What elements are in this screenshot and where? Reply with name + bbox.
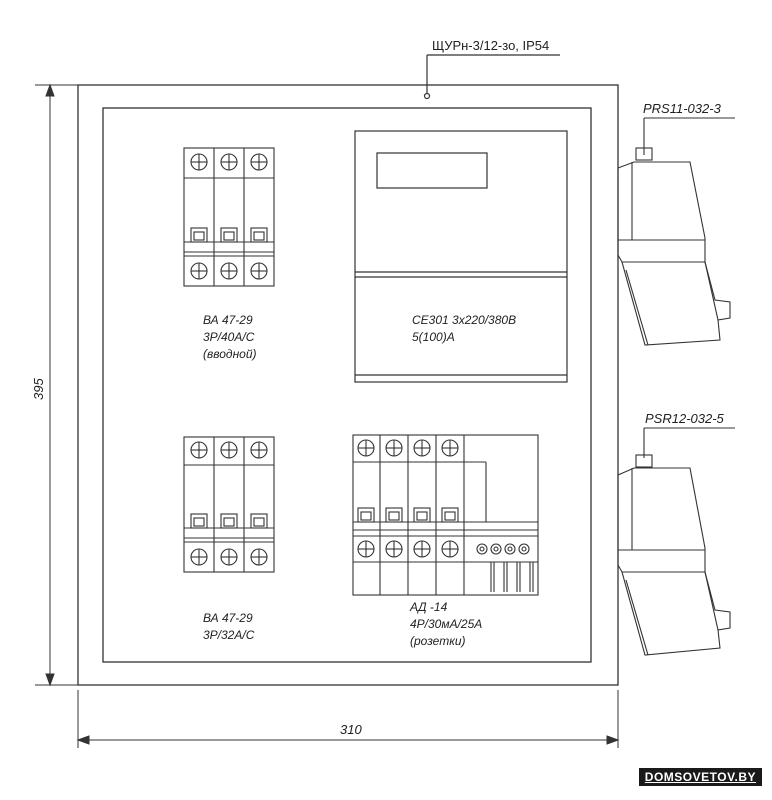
enclosure-label: ЩУРн-3/12-зо, IP54 xyxy=(432,38,550,53)
socket-top-label: PRS11-032-3 xyxy=(643,101,721,116)
breaker-top xyxy=(184,148,274,286)
meter-rating: 5(100)A xyxy=(412,330,455,344)
breaker-top-model: ВА 47-29 xyxy=(203,313,253,327)
height-label: 395 xyxy=(31,378,46,400)
meter-model: CE301 3x220/380В xyxy=(412,313,517,327)
watermark-logo: DOMSOVETOV.BY xyxy=(639,768,762,786)
breaker-top-note: (вводной) xyxy=(203,347,257,361)
width-dimension xyxy=(78,690,618,748)
breaker-bottom-model: ВА 47-29 xyxy=(203,611,253,625)
meter-display xyxy=(377,153,487,188)
socket-bottom xyxy=(618,428,735,655)
rcd-rating: 4P/30мА/25А xyxy=(410,617,483,631)
socket-top xyxy=(618,118,735,345)
rcd-device xyxy=(353,435,538,595)
breaker-bottom xyxy=(184,437,274,572)
breaker-bottom-rating: 3P/32A/C xyxy=(203,628,255,642)
rcd-note: (розетки) xyxy=(410,634,466,648)
mounting-plate xyxy=(103,108,591,662)
electricity-meter xyxy=(355,131,567,382)
socket-bottom-label: PSR12-032-5 xyxy=(645,411,724,426)
width-label: 310 xyxy=(340,722,362,737)
enclosure-leader xyxy=(425,55,561,99)
breaker-top-rating: 3P/40A/C xyxy=(203,330,255,344)
rcd-model: АД -14 xyxy=(410,600,448,614)
